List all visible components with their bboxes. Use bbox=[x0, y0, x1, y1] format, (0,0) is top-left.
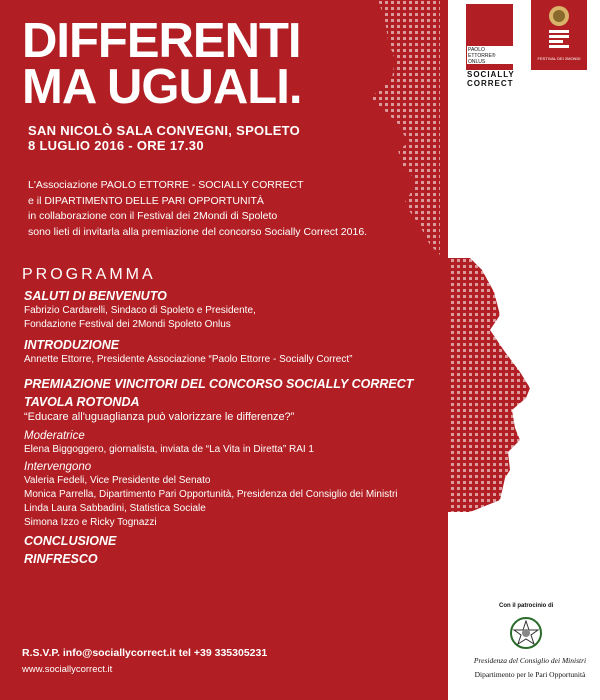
rinfresco-heading: RINFRESCO bbox=[24, 552, 98, 566]
title-line-1: DIFFERENTI bbox=[22, 14, 301, 68]
patrocinio-label: Con il patrocinio di bbox=[499, 603, 554, 609]
presidenza-text: Presidenza del Consiglio dei Ministri bbox=[473, 656, 587, 665]
intro-line: sono lieti di invitarla alla premiazione del concorso Socially Correct 2016. bbox=[28, 225, 368, 238]
tavola-quote: “Educare all'uguaglianza può valorizzare le differenze?” bbox=[24, 411, 295, 423]
paolo-ettorre-label: PAOLO ETTORRE® ONLUS bbox=[467, 46, 513, 64]
venue-info bbox=[28, 123, 300, 153]
intro-line: L'Associazione PAOLO ETTORRE - SOCIALLY CORRECT bbox=[28, 179, 304, 191]
introduzione-heading: INTRODUZIONE bbox=[24, 338, 120, 352]
intro-text bbox=[28, 178, 367, 240]
intro-line: e il DIPARTIMENTO DELLE PARI OPPORTUNITÀ bbox=[28, 194, 264, 207]
intro-line: in collaborazione con il Festival dei 2Mondi di Spoleto bbox=[28, 210, 278, 222]
speaker-line: Linda Laura Sabbadini, Statistica Sociale bbox=[24, 503, 206, 514]
website-link[interactable]: www.sociallycorrect.it bbox=[22, 664, 113, 675]
moderatrice-line: Elena Biggoggero, giornalista, inviata de “La Vita in Diretta” RAI 1 bbox=[24, 444, 314, 455]
italian-emblem-icon bbox=[508, 615, 544, 651]
speaker-line: Valeria Fedeli, Vice Presidente del Senato bbox=[24, 475, 211, 486]
introduzione-line: Annette Ettorre, Presidente Associazione “Paolo Ettorre - Socially Correct” bbox=[24, 354, 353, 365]
saluti-line: Fondazione Festival dei 2Mondi Spoleto Onlus bbox=[24, 319, 231, 330]
venue-location: SAN NICOLÒ SALA CONVEGNI, SPOLETO bbox=[28, 123, 301, 138]
speaker-line: Simona Izzo e Ricky Tognazzi bbox=[24, 517, 157, 528]
premiazione-heading: PREMIAZIONE VINCITORI DEL CONCORSO SOCIALLY CORRECT bbox=[24, 377, 414, 391]
programma-heading: PROGRAMMA bbox=[22, 266, 156, 283]
moderatrice-heading: Moderatrice bbox=[24, 430, 85, 442]
event-title bbox=[22, 14, 302, 114]
saluti-line: Fabrizio Cardarelli, Sindaco di Spoleto e Presidente, bbox=[24, 305, 256, 316]
title-line-2: MA UGUALI. bbox=[22, 60, 302, 114]
conclusione-heading: CONCLUSIONE bbox=[24, 534, 117, 548]
rsvp-contact: R.S.V.P. info@sociallycorrect.it tel +39 335305231 bbox=[22, 647, 268, 659]
saluti-heading: SALUTI DI BENVENUTO bbox=[24, 289, 167, 303]
intervengono-heading: Intervengono bbox=[24, 461, 92, 473]
logo-word-correct: CORRECT bbox=[467, 79, 514, 88]
venue-datetime: 8 LUGLIO 2016 - ORE 17.30 bbox=[28, 138, 204, 153]
dipartimento-text: Dipartimento per le Pari Opportunità bbox=[474, 670, 586, 679]
tavola-heading: TAVOLA ROTONDA bbox=[24, 395, 140, 409]
logo-word-socially: SOCIALLY bbox=[467, 70, 515, 79]
speaker-line: Monica Parrella, Dipartimento Pari Opportunità, Presidenza del Consiglio dei Ministri bbox=[24, 489, 398, 500]
program-list bbox=[24, 289, 424, 567]
socially-correct-logo-text bbox=[467, 70, 515, 88]
festival-subtitle: FESTIVAL DEI 2MONDI bbox=[537, 56, 581, 61]
